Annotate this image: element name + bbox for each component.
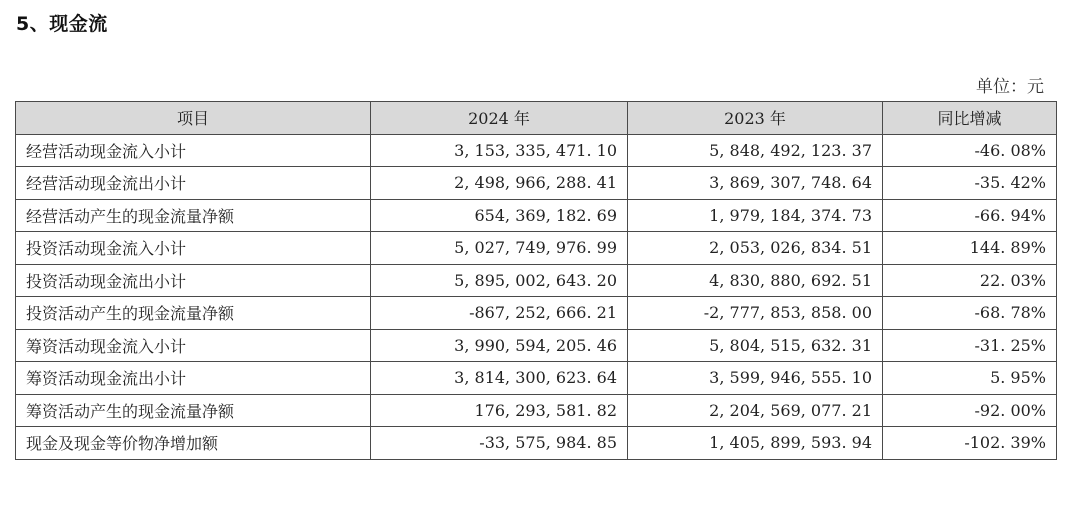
row-value-2023: 5, 804, 515, 632. 31 bbox=[628, 329, 883, 362]
row-change: -66. 94% bbox=[883, 199, 1057, 232]
row-change: -46. 08% bbox=[883, 134, 1057, 167]
row-change: 5. 95% bbox=[883, 362, 1057, 395]
cash-flow-table bbox=[15, 101, 1057, 460]
row-value-2023: -2, 777, 853, 858. 00 bbox=[628, 297, 883, 330]
row-change: -68. 78% bbox=[883, 297, 1057, 330]
row-value-2024: 3, 814, 300, 623. 64 bbox=[371, 362, 628, 395]
unit-label: 单位：元 bbox=[976, 77, 1044, 97]
row-item: 投资活动现金流出小计 bbox=[16, 264, 371, 297]
row-value-2023: 3, 599, 946, 555. 10 bbox=[628, 362, 883, 395]
row-value-2024: 2, 498, 966, 288. 41 bbox=[371, 167, 628, 200]
row-change: 144. 89% bbox=[883, 232, 1057, 265]
header-item: 项目 bbox=[16, 102, 371, 135]
row-value-2024: 176, 293, 581. 82 bbox=[371, 394, 628, 427]
row-change: -92. 00% bbox=[883, 394, 1057, 427]
row-item: 投资活动产生的现金流量净额 bbox=[16, 297, 371, 330]
table-row bbox=[16, 362, 1057, 395]
header-2024: 2024 年 bbox=[371, 102, 628, 135]
table-row bbox=[16, 134, 1057, 167]
row-item: 经营活动现金流入小计 bbox=[16, 134, 371, 167]
row-item: 筹资活动现金流出小计 bbox=[16, 362, 371, 395]
row-change: -102. 39% bbox=[883, 427, 1057, 460]
section-title: 5、现金流 bbox=[16, 13, 108, 35]
table-row bbox=[16, 167, 1057, 200]
table-row bbox=[16, 394, 1057, 427]
row-change: -35. 42% bbox=[883, 167, 1057, 200]
row-value-2024: -33, 575, 984. 85 bbox=[371, 427, 628, 460]
table-row bbox=[16, 297, 1057, 330]
row-value-2023: 5, 848, 492, 123. 37 bbox=[628, 134, 883, 167]
row-value-2023: 1, 979, 184, 374. 73 bbox=[628, 199, 883, 232]
table-row bbox=[16, 199, 1057, 232]
row-item: 经营活动产生的现金流量净额 bbox=[16, 199, 371, 232]
row-value-2023: 3, 869, 307, 748. 64 bbox=[628, 167, 883, 200]
header-2023: 2023 年 bbox=[628, 102, 883, 135]
row-value-2024: 5, 895, 002, 643. 20 bbox=[371, 264, 628, 297]
row-change: 22. 03% bbox=[883, 264, 1057, 297]
row-value-2023: 2, 204, 569, 077. 21 bbox=[628, 394, 883, 427]
header-change: 同比增减 bbox=[883, 102, 1057, 135]
row-item: 投资活动现金流入小计 bbox=[16, 232, 371, 265]
row-change: -31. 25% bbox=[883, 329, 1057, 362]
table-row bbox=[16, 427, 1057, 460]
row-item: 现金及现金等价物净增加额 bbox=[16, 427, 371, 460]
row-item: 经营活动现金流出小计 bbox=[16, 167, 371, 200]
row-value-2023: 2, 053, 026, 834. 51 bbox=[628, 232, 883, 265]
row-item: 筹资活动现金流入小计 bbox=[16, 329, 371, 362]
row-value-2023: 4, 830, 880, 692. 51 bbox=[628, 264, 883, 297]
row-item: 筹资活动产生的现金流量净额 bbox=[16, 394, 371, 427]
row-value-2024: 654, 369, 182. 69 bbox=[371, 199, 628, 232]
row-value-2024: -867, 252, 666. 21 bbox=[371, 297, 628, 330]
table-header-row bbox=[16, 102, 1057, 135]
row-value-2024: 3, 990, 594, 205. 46 bbox=[371, 329, 628, 362]
row-value-2024: 5, 027, 749, 976. 99 bbox=[371, 232, 628, 265]
table-row bbox=[16, 264, 1057, 297]
table-row bbox=[16, 232, 1057, 265]
table-row bbox=[16, 329, 1057, 362]
row-value-2024: 3, 153, 335, 471. 10 bbox=[371, 134, 628, 167]
row-value-2023: 1, 405, 899, 593. 94 bbox=[628, 427, 883, 460]
